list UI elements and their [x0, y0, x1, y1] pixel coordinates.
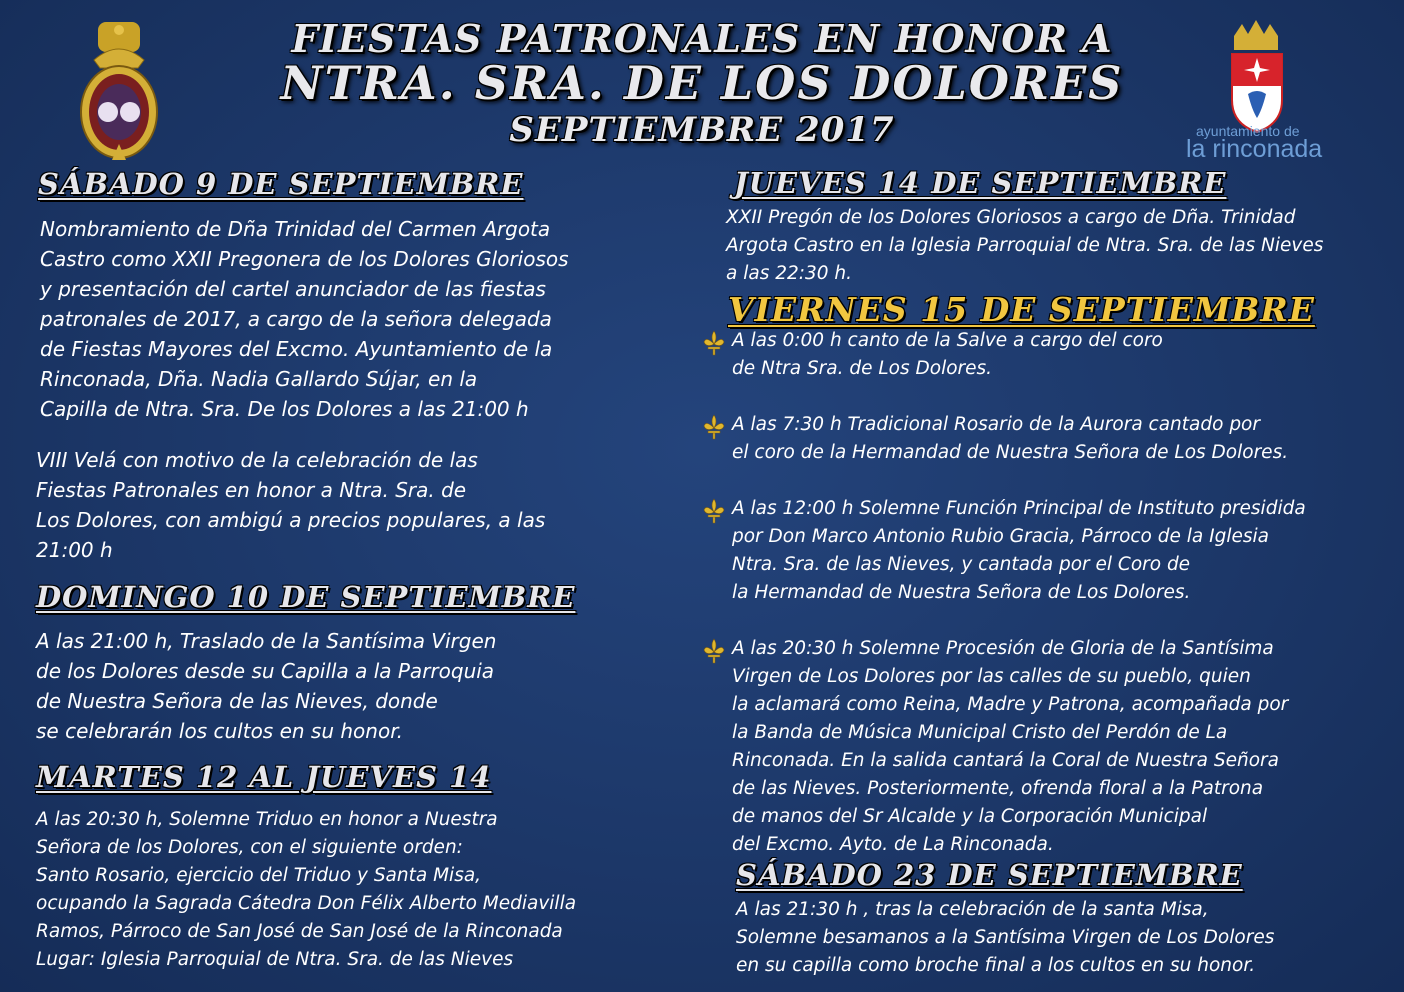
logo-text-ayuntamiento: ayuntamiento de [1196, 123, 1300, 139]
text-line: Castro como XXII Pregonera de los Dolores Gloriosos [40, 247, 569, 271]
text-line: la Banda de Música Municipal Cristo del Perdón de La [732, 722, 1228, 743]
text-line: A las 12:00 h Solemne Función Principal de Instituto presidida [732, 498, 1306, 519]
text-line: de las Nieves. Posteriormente, ofrenda floral a la Patrona [732, 778, 1264, 799]
paragraph-jueves-14 [726, 204, 1323, 288]
text-line: A las 20:30 h, Solemne Triduo en honor a Nuestra [36, 809, 498, 830]
text-line: Ntra. Sra. de las Nieves, y cantada por el Coro de [732, 554, 1191, 575]
item-viernes-15-4 [732, 635, 1288, 859]
paragraph-sabado-9-a [40, 214, 569, 424]
text-line: Solemne besamanos a la Santísima Virgen de Los Dolores [736, 927, 1275, 948]
text-line: Capilla de Ntra. Sra. De los Dolores a las 21:00 h [40, 397, 529, 421]
text-line: A las 21:30 h , tras la celebración de la santa Misa, [736, 899, 1209, 920]
item-viernes-15-3 [732, 495, 1306, 607]
text-line: patronales de 2017, a cargo de la señora delegada [40, 307, 552, 331]
text-line: XXII Pregón de los Dolores Gloriosos a cargo de Dña. Trinidad [726, 207, 1296, 228]
title-line-3: SEPTIEMBRE 2017 [509, 110, 895, 150]
heading-viernes-15: VIERNES 15 DE SEPTIEMBRE [728, 290, 1315, 329]
text-line: 21:00 h [36, 538, 113, 562]
text-line: Lugar: Iglesia Parroquial de Ntra. Sra. de las Nieves [36, 949, 514, 970]
text-line: de Fiestas Mayores del Excmo. Ayuntamiento de la [40, 337, 553, 361]
paragraph-martes-12 [36, 806, 576, 974]
fleur-de-lis-icon [702, 638, 726, 664]
text-line: Nombramiento de Dña Trinidad del Carmen Argota [40, 217, 551, 241]
title-line-1: FIESTAS PATRONALES EN HONOR A [291, 16, 1113, 61]
text-line: en su capilla como broche final a los cultos en su honor. [736, 955, 1256, 976]
fleur-de-lis-icon [702, 330, 726, 356]
text-line: Argota Castro en la Iglesia Parroquial de Ntra. Sra. de las Nieves [726, 235, 1324, 256]
text-line: de los Dolores desde su Capilla a la Parroquia [36, 659, 495, 683]
text-line: de Nuestra Señora de las Nieves, donde [36, 689, 438, 713]
text-line: Santo Rosario, ejercicio del Triduo y Santa Misa, [36, 865, 482, 886]
text-line: de Ntra Sra. de Los Dolores. [732, 358, 993, 379]
text-line: Los Dolores, con ambigú a precios populares, a las [36, 508, 546, 532]
text-line: Ramos, Párroco de San José de San José de la Rinconada [36, 921, 563, 942]
text-line: A las 7:30 h Tradicional Rosario de la Aurora cantado por [732, 414, 1260, 435]
text-line: y presentación del cartel anunciador de las fiestas [40, 277, 546, 301]
text-line: el coro de la Hermandad de Nuestra Señora de Los Dolores. [732, 442, 1289, 463]
text-line: a las 22:30 h. [726, 263, 853, 284]
heading-domingo-10: DOMINGO 10 DE SEPTIEMBRE [36, 580, 576, 614]
fleur-de-lis-icon [702, 498, 726, 524]
paragraph-sabado-9-b [36, 445, 545, 565]
item-viernes-15-1 [732, 327, 1163, 383]
fleur-de-lis-icon [702, 414, 726, 440]
text-line: Fiestas Patronales en honor a Ntra. Sra. de [36, 478, 467, 502]
text-line: la aclamará como Reina, Madre y Patrona, acompañada por [732, 694, 1289, 715]
logo-text-rinconada: la rinconada [1186, 135, 1323, 163]
paragraph-sabado-23 [736, 896, 1274, 980]
text-line: Señora de los Dolores, con el siguiente orden: [36, 837, 463, 858]
text-line: ocupando la Sagrada Cátedra Don Félix Alberto Mediavilla [36, 893, 577, 914]
text-line: A las 0:00 h canto de la Salve a cargo del coro [732, 330, 1163, 351]
heading-sabado-23: SÁBADO 23 DE SEPTIEMBRE [736, 858, 1243, 892]
text-line: Rinconada. En la salida cantará la Coral de Nuestra Señora [732, 750, 1279, 771]
text-line: A las 21:00 h, Traslado de la Santísima Virgen [36, 629, 497, 653]
text-line: por Don Marco Antonio Rubio Gracia, Párroco de la Iglesia [732, 526, 1269, 547]
text-line: del Excmo. Ayto. de La Rinconada. [732, 834, 1054, 855]
text-line: la Hermandad de Nuestra Señora de Los Dolores. [732, 582, 1191, 603]
text-line: se celebrarán los cultos en su honor. [36, 719, 403, 743]
title-line-2: NTRA. SRA. DE LOS DOLORES [280, 56, 1124, 110]
heading-martes-12: MARTES 12 AL JUEVES 14 [36, 760, 492, 794]
text-line: de manos del Sr Alcalde y la Corporación Municipal [732, 806, 1208, 827]
text-line: Rinconada, Dña. Nadia Gallardo Sújar, en la [40, 367, 478, 391]
item-viernes-15-2 [732, 411, 1288, 467]
text-line: VIII Velá con motivo de la celebración de las [36, 448, 478, 472]
heading-sabado-9: SÁBADO 9 DE SEPTIEMBRE [38, 167, 524, 201]
text-line: A las 20:30 h Solemne Procesión de Gloria de la Santísima [732, 638, 1274, 659]
paragraph-domingo-10 [36, 626, 496, 746]
text-line: Virgen de Los Dolores por las calles de su pueblo, quien [732, 666, 1251, 687]
heading-jueves-14: JUEVES 14 DE SEPTIEMBRE [734, 166, 1227, 200]
